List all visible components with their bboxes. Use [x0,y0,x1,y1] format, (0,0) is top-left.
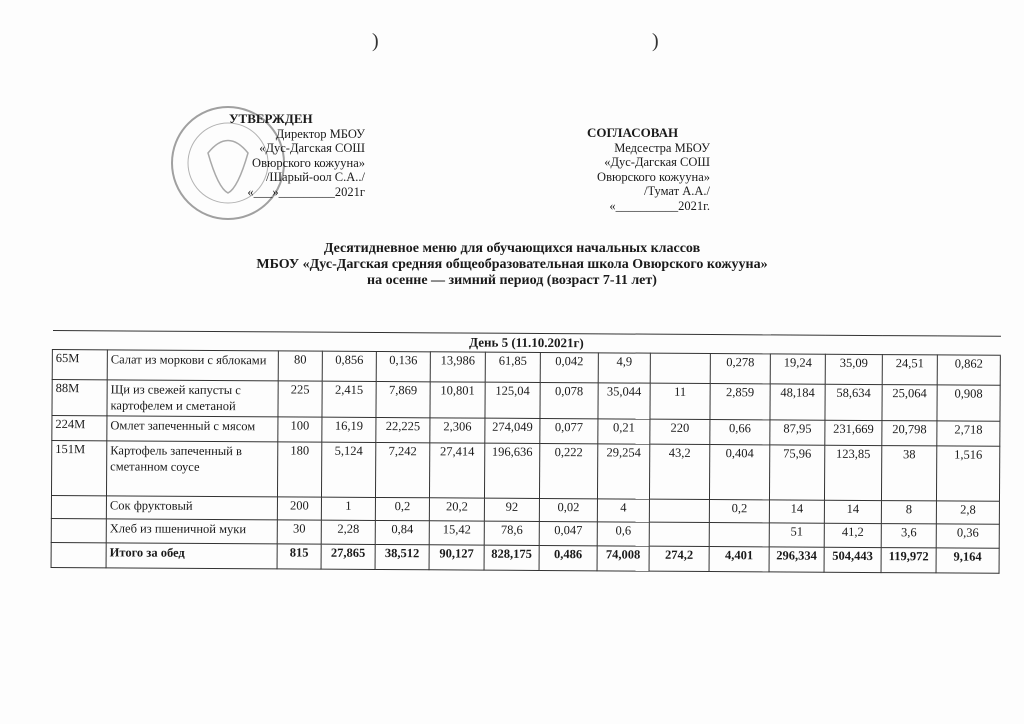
value-cell: 815 [277,544,321,569]
agreed-line: «Дус-Дагская СОШ [604,155,710,169]
value-cell: 231,669 [825,420,882,445]
recipe-code: 224М [52,416,107,441]
value-cell: 274,2 [649,546,709,571]
dish-name: Хлеб из пшеничной муки [106,519,277,544]
value-cell: 123,85 [824,445,881,500]
dish-name: Итого за обед [106,543,277,569]
value-cell: 0,486 [539,545,597,570]
recipe-code: 65М [52,350,107,380]
approved-block [205,112,365,199]
punch-mark: ) [372,30,379,52]
agreed-line: Овюрского кожууна» [597,169,710,184]
dish-name: Салат из моркови с яблоками [107,350,278,381]
value-cell: 38,512 [375,544,429,569]
recipe-code [51,495,106,518]
total-row [51,542,999,573]
value-cell: 0,047 [539,521,597,545]
value-cell: 180 [277,442,321,497]
agreed-line: Медсестра МБОУ [614,140,710,155]
value-cell: 4,401 [709,547,769,572]
value-cell: 35,09 [825,354,882,384]
value-cell: 29,254 [597,444,649,499]
menu-table [51,330,1001,574]
dish-name: Картофель запеченный в сметанном соусе [106,441,277,497]
dish-name: Сок фруктовый [106,496,277,520]
value-cell: 38 [881,446,936,501]
value-cell: 20,2 [429,498,484,521]
value-cell: 58,634 [825,384,882,420]
value-cell: 0,136 [376,351,430,381]
value-cell: 43,2 [649,444,709,499]
title-line: Десятидневное меню для обучающихся начальных классов [323,241,701,256]
value-cell: 75,96 [769,445,824,500]
value-cell: 0,078 [540,382,598,418]
value-cell: 48,184 [770,384,825,420]
value-cell: 225 [278,381,322,417]
value-cell: 2,28 [321,520,375,544]
dish-name: Щи из свежей капусты с картофелем и сметаной [107,380,278,417]
value-cell: 35,044 [598,383,650,419]
value-cell: 51 [769,523,824,547]
value-cell: 24,51 [882,355,937,385]
value-cell: 1,516 [936,446,999,501]
value-cell: 30 [277,520,321,544]
value-cell: 15,42 [429,521,484,545]
dish-name: Омлет запеченный с мясом [107,416,278,442]
day-label: День 5 (11.10.2021г) [52,331,1000,356]
recipe-code [51,518,106,542]
table-row [51,441,999,502]
value-cell: 4,9 [598,353,650,383]
value-cell: 504,443 [824,547,881,572]
value-cell: 0,2 [709,500,769,523]
value-cell: 0,6 [597,522,649,546]
agreed-heading: СОГЛАСОВАН [587,125,679,140]
value-cell: 2,859 [710,384,770,420]
value-cell: 100 [278,417,322,442]
value-cell: 41,2 [824,523,881,547]
table-row [52,380,1000,422]
value-cell: 92 [484,498,539,521]
agreed-line: /Тумат А.А./ [644,184,710,198]
value-cell: 0,21 [598,419,650,444]
value-cell: 8 [881,501,936,524]
value-cell: 0,02 [539,498,597,521]
value-cell: 0,84 [375,520,429,544]
value-cell: 13,986 [430,352,485,382]
value-cell: 220 [650,419,710,444]
value-cell: 119,972 [881,548,936,573]
approved-line: /Шарый-оол С.А../ [265,170,365,184]
recipe-code: 151М [51,441,106,496]
approved-heading: УТВЕРЖДЕН [229,111,313,126]
recipe-code [51,542,106,567]
value-cell: 27,414 [429,443,484,498]
value-cell: 0,856 [322,351,376,381]
value-cell: 7,869 [376,381,430,417]
value-cell [649,522,709,546]
punch-mark: ) [652,30,659,52]
value-cell: 196,636 [484,443,539,498]
value-cell: 7,242 [375,442,429,497]
value-cell: 125,04 [485,382,540,418]
value-cell: 0,862 [937,355,1000,385]
value-cell: 74,008 [597,546,649,571]
value-cell: 78,6 [484,521,539,545]
value-cell: 200 [277,497,321,520]
value-cell: 19,24 [770,354,825,384]
recipe-code: 88М [52,380,107,416]
value-cell: 0,222 [539,443,597,498]
value-cell: 16,19 [322,417,376,442]
agreed-line: «__________2021г. [609,198,710,213]
value-cell [709,523,769,547]
approved-line: «___»_________2021г [247,184,365,199]
value-cell: 9,164 [936,548,999,573]
value-cell: 0,66 [710,420,770,445]
value-cell: 3,6 [881,524,936,548]
value-cell: 1 [321,497,375,520]
value-cell: 828,175 [484,545,539,570]
agreed-block [545,126,710,213]
value-cell: 0,908 [937,385,1000,421]
value-cell: 0,36 [936,524,999,548]
value-cell: 5,124 [321,442,375,497]
value-cell: 20,798 [882,421,937,446]
value-cell: 0,042 [540,352,598,382]
value-cell: 2,306 [430,418,485,443]
value-cell: 11 [650,383,710,419]
value-cell: 274,049 [485,418,540,443]
approved-line: Овюрского кожууна» [252,155,365,170]
value-cell: 25,064 [882,385,937,421]
title-line: на осенне — зимний период (возраст 7-11 лет) [367,273,657,288]
value-cell: 2,718 [937,421,1000,446]
value-cell: 0,278 [710,354,770,384]
value-cell: 22,225 [376,417,430,442]
value-cell: 14 [769,500,824,523]
value-cell: 61,85 [485,352,540,382]
value-cell: 296,334 [769,547,824,572]
value-cell: 2,415 [322,381,376,417]
value-cell: 0,2 [375,497,429,520]
value-cell: 90,127 [429,545,484,570]
value-cell [649,499,709,522]
approved-line: «Дус-Дагская СОШ [259,141,365,155]
value-cell: 0,077 [540,418,598,443]
value-cell: 87,95 [770,420,825,445]
value-cell: 80 [278,351,322,381]
value-cell: 4 [597,499,649,522]
value-cell: 0,404 [709,445,769,500]
title-line: МБОУ «Дус-Дагская средняя общеобразовательная школа Овюрского кожууна» [256,257,768,272]
value-cell: 2,8 [936,501,999,524]
document-title [0,241,1024,289]
value-cell: 14 [824,500,881,523]
value-cell: 10,801 [430,382,485,418]
approved-line: Директор МБОУ [275,126,365,141]
value-cell [650,353,710,383]
value-cell: 27,865 [321,544,375,569]
